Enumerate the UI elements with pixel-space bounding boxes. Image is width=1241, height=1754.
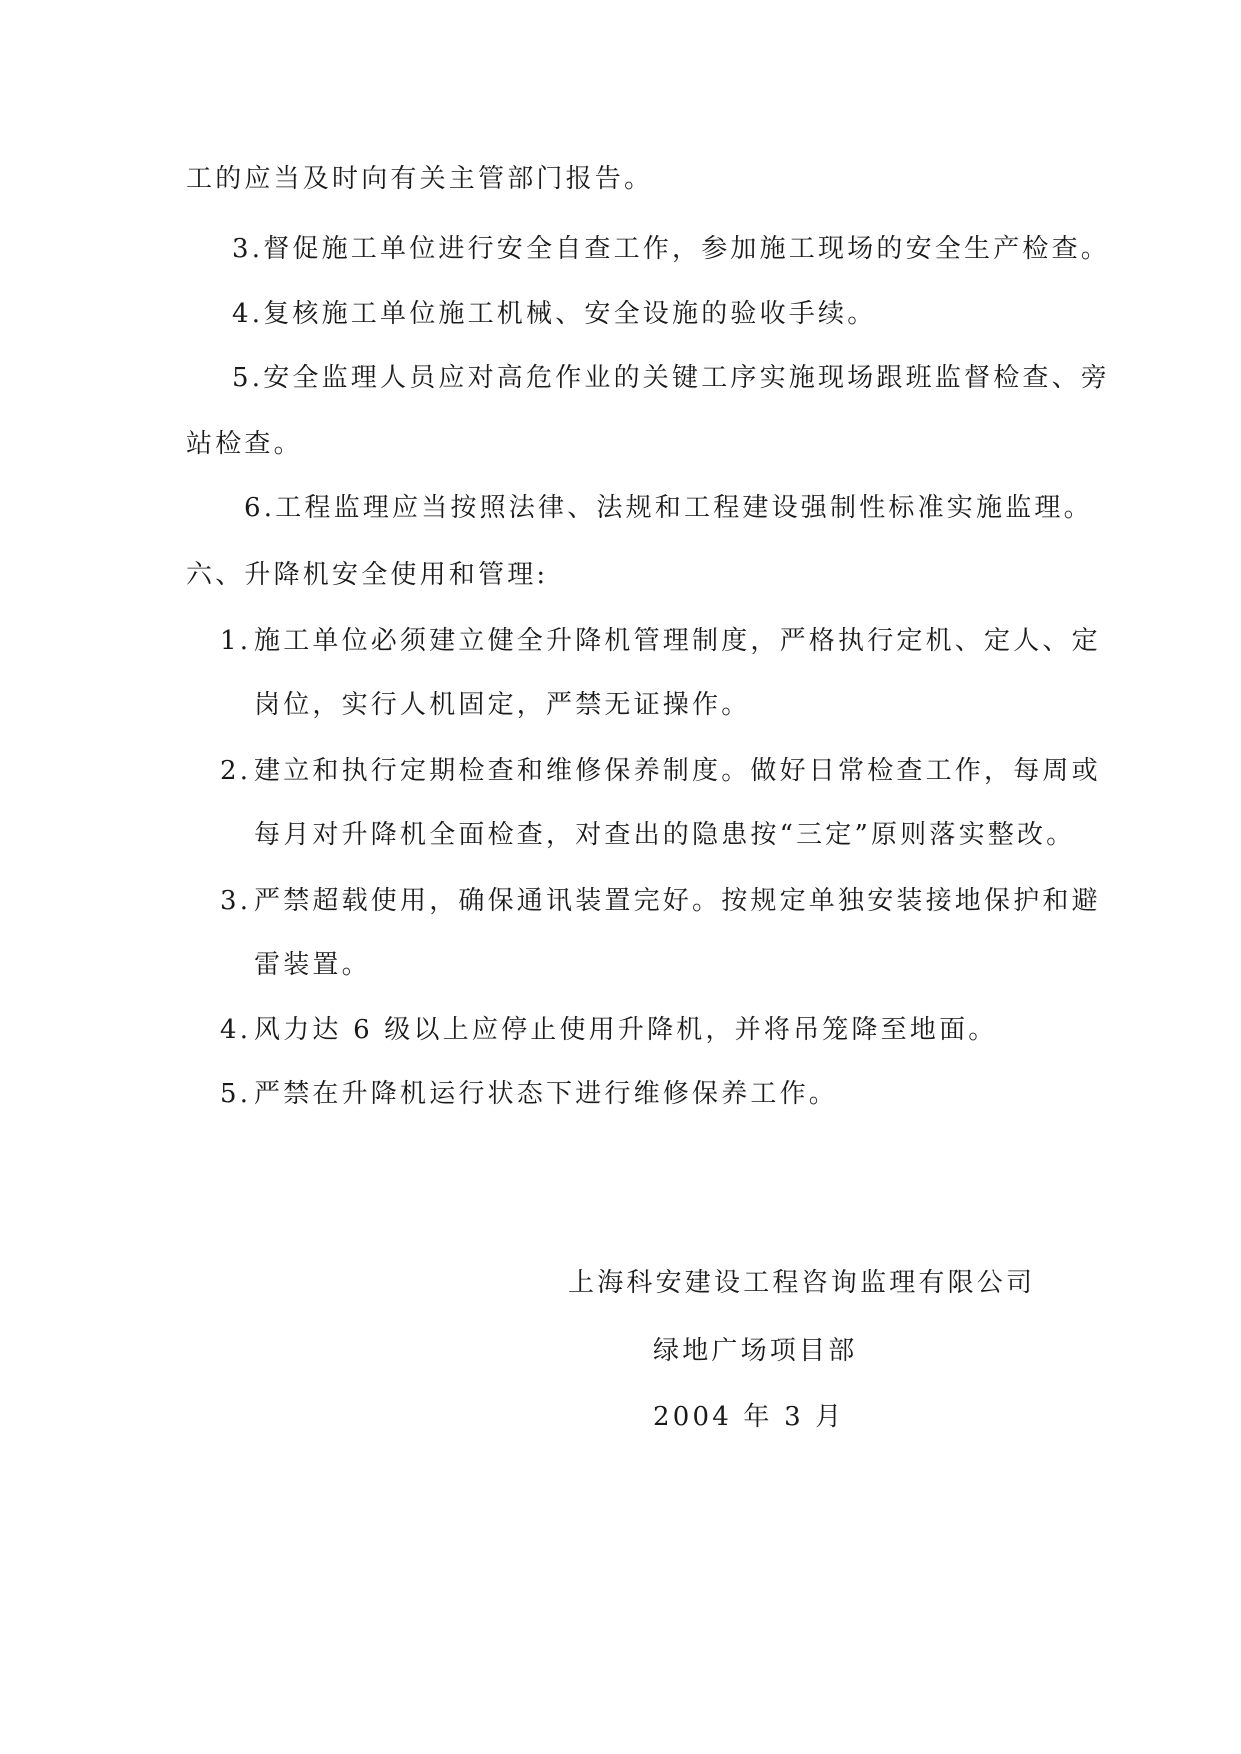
list-item-2-line-2: 每月对升降机全面检查，对查出的隐患按“三定”原则落实整改。 bbox=[254, 820, 1076, 850]
list-item-5-number: 5. bbox=[220, 1079, 252, 1109]
list-item-2-text: 建立和执行定期检查和维修保养制度。做好日常检查工作，每周或 bbox=[254, 756, 1101, 786]
list-item-1-number: 1. bbox=[220, 626, 252, 656]
item-6-text: 6.工程监理应当按照法律、法规和工程建设强制性标准实施监理。 bbox=[244, 493, 1093, 523]
list-item-1-line-2: 岗位，实行人机固定，严禁无证操作。 bbox=[254, 690, 751, 720]
item-4-text: 4.复核施工单位施工机械、安全设施的验收手续。 bbox=[232, 299, 877, 329]
list-item-2-line-1 bbox=[220, 754, 1101, 788]
list-item-4-text: 风力达 6 级以上应停止使用升降机，并将吊笼降至地面。 bbox=[254, 1015, 998, 1045]
item-5-line-2: 站检查。 bbox=[186, 429, 303, 459]
signature-department: 绿地广场项目部 bbox=[653, 1336, 858, 1366]
list-item-3-text: 严禁超载使用，确保通讯装置完好。按规定单独安装接地保护和避 bbox=[254, 886, 1101, 916]
list-item-2-number: 2. bbox=[220, 756, 252, 786]
list-item-5-text: 严禁在升降机运行状态下进行维修保养工作。 bbox=[254, 1079, 839, 1109]
list-item-3-number: 3. bbox=[220, 886, 252, 916]
item-3-text: 3.督促施工单位进行安全自查工作，参加施工现场的安全生产检查。 bbox=[232, 234, 1111, 264]
list-item-1-text: 施工单位必须建立健全升降机管理制度，严格执行定机、定人、定 bbox=[254, 626, 1101, 656]
list-item-1-line-1 bbox=[220, 624, 1101, 658]
item-5-line-1: 5.安全监理人员应对高危作业的关键工序实施现场跟班监督检查、旁 bbox=[232, 363, 1111, 393]
list-item-4-line-1 bbox=[220, 1013, 997, 1047]
list-item-3-line-1 bbox=[220, 884, 1101, 918]
signature-company: 上海科安建设工程咨询监理有限公司 bbox=[568, 1268, 1036, 1298]
list-item-4-number: 4. bbox=[220, 1015, 252, 1045]
list-item-5-line-1 bbox=[220, 1077, 838, 1111]
carryover-line: 工的应当及时向有关主管部门报告。 bbox=[186, 164, 654, 194]
signature-date: 2004 年 3 月 bbox=[653, 1402, 845, 1432]
list-item-3-line-2: 雷装置。 bbox=[254, 950, 371, 980]
section-6-heading: 六、升降机安全使用和管理: bbox=[186, 560, 549, 590]
